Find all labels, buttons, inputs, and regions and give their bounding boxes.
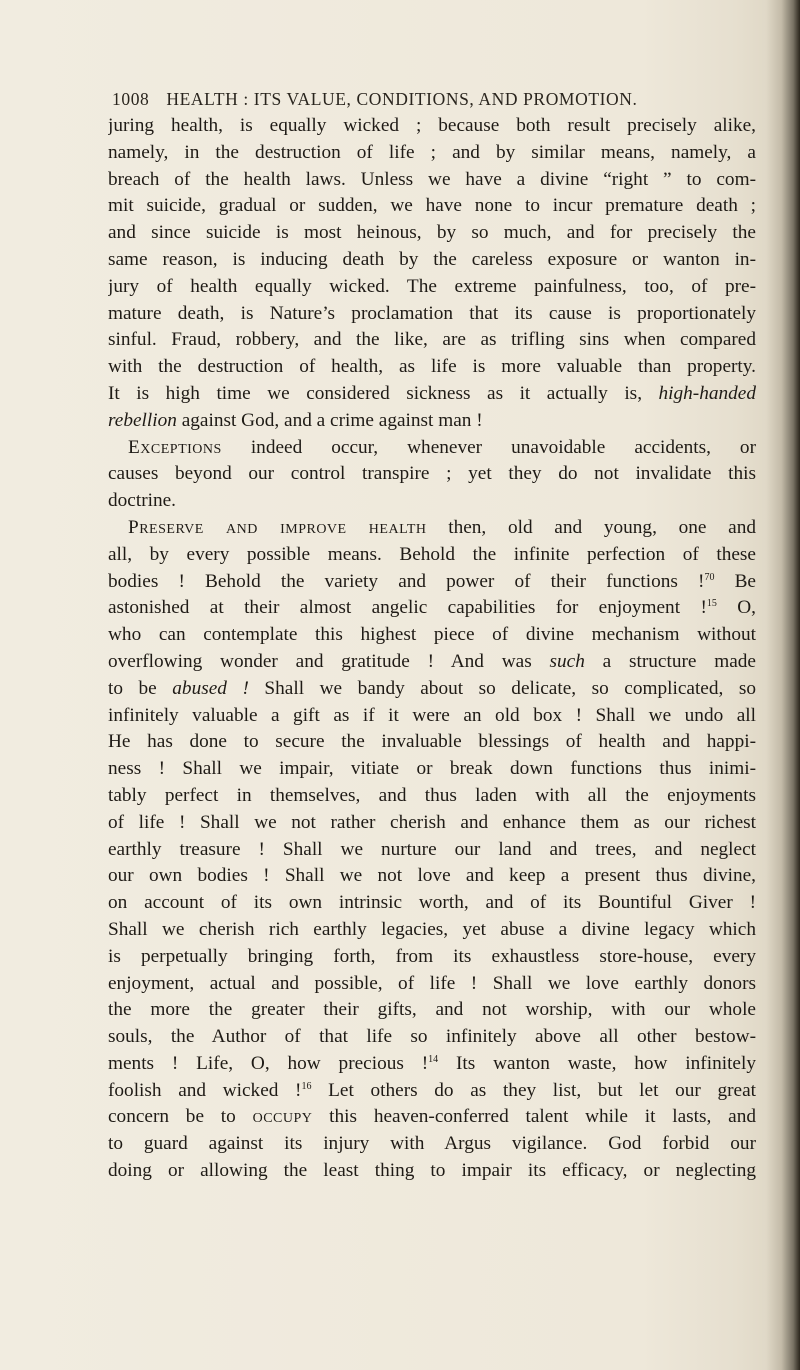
text-segment: this heaven-conferred talent while it lasts, and xyxy=(312,1106,756,1128)
text-line xyxy=(108,381,756,408)
text-line xyxy=(108,703,756,730)
text-segment: then, old and young, one and xyxy=(426,516,756,538)
footnote-ref: 16 xyxy=(301,1080,312,1092)
italic-text: abused ! xyxy=(172,677,249,699)
text-segment: of life ! Shall we not rather cherish and enhance them as our richest xyxy=(108,811,756,833)
body-text xyxy=(108,113,756,1185)
text-segment: astonished at their almost angelic capabilities for enjoyment ! xyxy=(108,597,707,619)
text-segment: the more the greater their gifts, and not worship, with our whole xyxy=(108,999,756,1021)
text-line xyxy=(108,997,756,1024)
text-segment: bodies ! Behold the variety and power of their functions ! xyxy=(108,570,705,592)
text-line xyxy=(108,408,756,435)
text-line xyxy=(108,729,756,756)
text-segment: with the destruction of health, as life is more valuable than property. xyxy=(108,356,756,378)
text-segment: ments ! Life, O, how precious ! xyxy=(108,1052,429,1074)
text-line xyxy=(108,1104,756,1131)
text-segment: who can contemplate this highest piece of divine mechanism without xyxy=(108,624,756,646)
text-line xyxy=(108,837,756,864)
text-segment: doing or allowing the least thing to impair its efficacy, or neglecting xyxy=(108,1160,756,1182)
small-caps-text: occupy xyxy=(252,1106,313,1128)
text-line xyxy=(108,193,756,220)
text-segment: enjoyment, actual and possible, of life ! Shall we love earthly donors xyxy=(108,972,756,994)
footnote-ref: 15 xyxy=(706,598,717,610)
text-segment: souls, the Author of that life so infinitely above all other bestow- xyxy=(108,1026,756,1048)
text-line xyxy=(108,649,756,676)
text-segment: and since suicide is most heinous, by so much, and for precisely the xyxy=(108,222,756,244)
text-line xyxy=(108,113,756,140)
text-segment: doctrine. xyxy=(108,490,176,512)
text-line xyxy=(108,542,756,569)
text-line xyxy=(108,247,756,274)
text-line xyxy=(108,435,756,462)
page-number: 1008 xyxy=(112,89,150,109)
text-segment: indeed occur, whenever unavoidable accidents, or xyxy=(221,436,756,458)
text-segment: mit suicide, gradual or sudden, we have none to incur premature death ; xyxy=(108,195,756,217)
text-line xyxy=(108,515,756,542)
small-caps-text: Exceptions xyxy=(128,436,222,458)
text-segment: ness ! Shall we impair, vitiate or break down functions thus inimi- xyxy=(108,758,756,780)
text-segment: to guard against its injury with Argus vigilance. God forbid our xyxy=(108,1133,756,1155)
text-line xyxy=(108,354,756,381)
text-segment: sinful. Fraud, robbery, and the like, are as trifling sins when compared xyxy=(108,329,756,351)
running-title: HEALTH : ITS VALUE, CONDITIONS, AND PROMOTION. xyxy=(166,89,638,109)
text-line xyxy=(108,971,756,998)
text-line xyxy=(108,461,756,488)
text-segment: on account of its own intrinsic worth, and of its Bountiful Giver ! xyxy=(108,892,756,914)
text-segment: earthly treasure ! Shall we nurture our land and trees, and neglect xyxy=(108,838,756,860)
text-segment: Shall we bandy about so delicate, so complicated, so xyxy=(248,677,756,699)
text-line xyxy=(108,863,756,890)
text-segment: causes beyond our control transpire ; yet they do not invalidate this xyxy=(108,463,756,485)
text-line xyxy=(108,944,756,971)
text-line xyxy=(108,140,756,167)
text-segment: to be xyxy=(108,677,173,699)
text-segment: all, by every possible means. Behold the infinite perfection of these xyxy=(108,543,756,565)
text-line xyxy=(108,1078,756,1105)
text-segment: O, xyxy=(716,597,756,619)
text-segment: Its wanton waste, how infinitely xyxy=(438,1052,756,1074)
text-line xyxy=(108,676,756,703)
text-line xyxy=(108,1158,756,1185)
text-segment: Let others do as they list, but let our great xyxy=(311,1079,756,1101)
text-line xyxy=(108,488,756,515)
text-segment: against God, and a crime against man ! xyxy=(176,409,483,431)
text-line xyxy=(108,917,756,944)
italic-text: such xyxy=(549,650,585,672)
text-segment: Shall we cherish rich earthly legacies, yet abuse a divine legacy which xyxy=(108,918,756,940)
text-line xyxy=(108,569,756,596)
text-segment: jury of health equally wicked. The extreme painfulness, too, of pre- xyxy=(108,275,756,297)
italic-text: rebellion xyxy=(108,409,177,431)
text-line xyxy=(108,783,756,810)
text-segment: a structure made xyxy=(584,650,756,672)
text-segment: namely, in the destruction of life ; and by similar means, namely, a xyxy=(108,141,756,163)
text-segment: concern be to xyxy=(108,1106,253,1128)
text-segment: our own bodies ! Shall we not love and keep a present thus divine, xyxy=(108,865,756,887)
text-segment: It is high time we considered sickness as it actually is, xyxy=(108,382,659,404)
footnote-ref: 70 xyxy=(704,571,715,583)
small-caps-text: Preserve and improve health xyxy=(128,516,427,538)
page-gutter-shadow xyxy=(766,0,800,1370)
text-segment: foolish and wicked ! xyxy=(108,1079,302,1101)
text-segment: overflowing wonder and gratitude ! And was xyxy=(108,650,550,672)
text-line xyxy=(108,810,756,837)
text-line xyxy=(108,1051,756,1078)
footnote-ref: 14 xyxy=(428,1053,439,1065)
text-line xyxy=(108,1131,756,1158)
text-segment: same reason, is inducing death by the careless exposure or wanton in- xyxy=(108,248,756,270)
text-segment: juring health, is equally wicked ; because both result precisely alike, xyxy=(108,115,756,136)
text-line xyxy=(108,220,756,247)
text-line xyxy=(108,274,756,301)
text-segment: infinitely valuable a gift as if it were an old box ! Shall we undo all xyxy=(108,704,756,726)
text-segment: tably perfect in themselves, and thus laden with all the enjoyments xyxy=(108,784,756,806)
text-line xyxy=(108,301,756,328)
text-line xyxy=(108,1024,756,1051)
text-line xyxy=(108,890,756,917)
text-line xyxy=(108,167,756,194)
running-head xyxy=(112,89,752,110)
text-segment: Be xyxy=(714,570,756,592)
text-segment: is perpetually bringing forth, from its exhaustless store-house, every xyxy=(108,945,756,967)
text-segment: breach of the health laws. Unless we have a divine “right ” to com- xyxy=(108,168,756,190)
text-line xyxy=(108,622,756,649)
text-line xyxy=(108,595,756,622)
text-line xyxy=(108,327,756,354)
text-segment: mature death, is Nature’s proclamation that its cause is proportionately xyxy=(108,302,756,324)
text-segment: He has done to secure the invaluable blessings of health and happi- xyxy=(108,731,756,753)
italic-text: high-handed xyxy=(658,382,756,404)
text-line xyxy=(108,756,756,783)
